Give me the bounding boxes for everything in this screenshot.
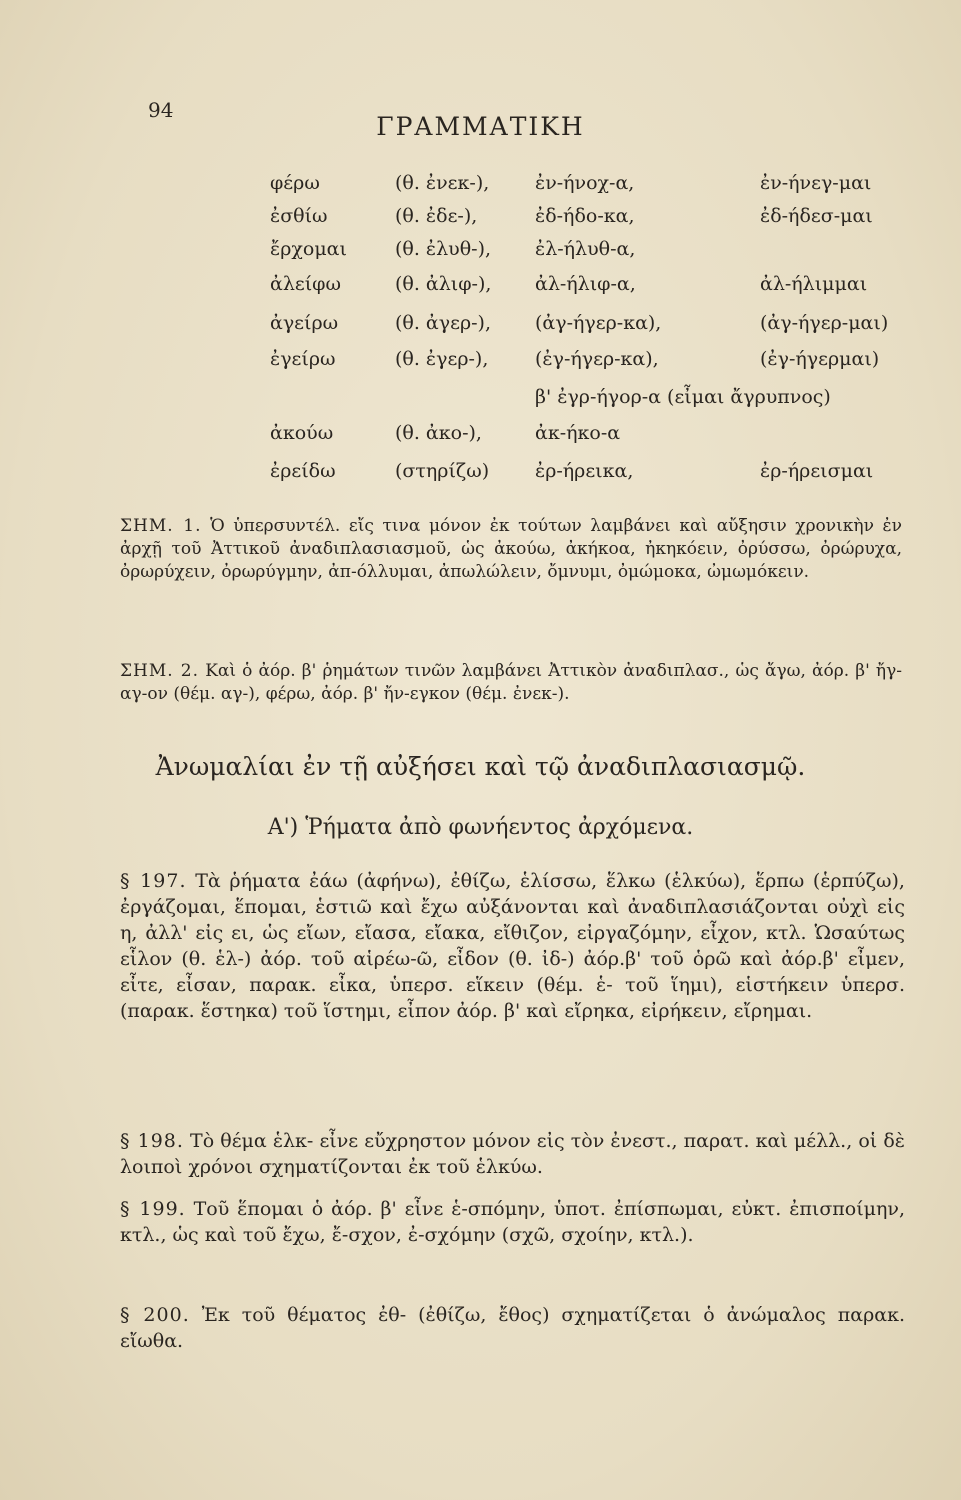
note-text: Καὶ ὁ ἀόρ. β' ῥημάτων τινῶν λαμβάνει Ἀττικὸν ἀναδιπλασ., ὡς ἄγω, ἀόρ. β' ἤγ-αγ-ον (θέμ. αγ-), φέρω, ἀόρ. β' ἤν-εγκον (θέμ. ἐνεκ-). — [120, 661, 903, 704]
perfect-active-cell: (ἐγ-ήγερ-κα), — [535, 348, 659, 370]
verb-table-row — [150, 460, 920, 490]
section-title: Ἀνωμαλίαι ἐν τῇ αὐξήσει καὶ τῷ ἀναδιπλασιασμῷ. — [155, 752, 806, 781]
perfect-active-cell: ἐν-ήνοχ-α, — [535, 172, 635, 194]
paragraph-197 — [120, 868, 905, 1024]
perfect-passive-cell: (ἀγ-ήγερ-μαι) — [760, 312, 889, 334]
paragraph-number: § 197. — [120, 870, 187, 892]
verb-cell: φέρω — [270, 172, 320, 194]
paragraph-199 — [120, 1196, 905, 1248]
perfect-active-cell: ἀκ-ήκο-α — [535, 422, 621, 444]
stem-cell: (θ. ἐδε-), — [395, 205, 478, 227]
verb-cell: ἀγείρω — [270, 312, 339, 334]
perfect-active-cell: ἐλ-ήλυθ-α, — [535, 238, 636, 260]
subsection-title: Α') Ῥήματα ἀπὸ φωνήεντος ἀρχόμενα. — [267, 815, 694, 840]
page-number: 94 — [148, 98, 174, 122]
verb-table-row — [150, 312, 920, 342]
verb-cell: ἐρείδω — [270, 460, 336, 482]
note-label: ΣΗΜ. 1. — [120, 516, 202, 536]
verb-table-row — [150, 422, 920, 452]
verb-table-row — [150, 386, 920, 416]
paragraph-number: § 198. — [120, 1130, 184, 1152]
verb-table-row — [150, 348, 920, 378]
note-label: ΣΗΜ. 2. — [120, 661, 200, 681]
perfect-passive-cell: ἐδ-ήδεσ-μαι — [760, 205, 873, 227]
perfect-active-cell: ἐρ-ήρεικα, — [535, 460, 634, 482]
perfect-passive-cell: ἀλ-ήλιμμαι — [760, 273, 868, 295]
paragraph-198 — [120, 1128, 905, 1180]
stem-cell: (θ. ἀλιφ-), — [395, 273, 492, 295]
paragraph-text: Τοῦ ἕπομαι ὁ ἀόρ. β' εἶνε ἑ-σπόμην, ὑποτ. ἐπίσπωμαι, εὐκτ. ἐπισποίμην, κτλ., ὡς καὶ τοῦ ἔχω, ἔ-σχον, ἐ-σχόμην (σχῶ, σχοίην, κτλ.). — [120, 1198, 905, 1246]
paragraph-text: Ἐκ τοῦ θέματος ἐθ- (ἐθίζω, ἔθος) σχηματίζεται ὁ ἀνώμαλος παρακ. εἴωθα. — [120, 1304, 905, 1352]
paragraph-text: Τὸ θέμα ἑλκ- εἶνε εὔχρηστον μόνον εἰς τὸν ἐνεστ., παρατ. καὶ μέλλ., οἱ δὲ λοιποὶ χρόνοι σχηματίζονται ἐκ τοῦ ἑλκύω. — [120, 1130, 905, 1178]
verb-table-row — [150, 273, 920, 303]
perfect-passive-cell: (ἐγ-ήγερμαι) — [760, 348, 880, 370]
note-text: Ὁ ὑπερσυντέλ. εἴς τινα μόνον ἐκ τούτων λαμβάνει καὶ αὔξησιν χρονικὴν ἐν ἀρχῇ τοῦ Ἀττικοῦ ἀναδιπλασιασμοῦ, ὡς ἀκούω, ἀκήκοα, ἠκηκόειν, ὀρύσσω, ὀρώρυχα, ὀρωρύχειν, ὀρωρύγμην, ἀπ-όλλυμαι, ἀπωλώλειν, ὄμνυμι, ὀμώμοκα, ὠμωμόκειν. — [120, 516, 903, 582]
verb-table-row — [150, 205, 920, 235]
stem-cell: (θ. ἐλυθ-), — [395, 238, 492, 260]
paragraph-number: § 199. — [120, 1198, 186, 1220]
perfect-active-cell: ἀλ-ήλιφ-α, — [535, 273, 636, 295]
perfect-passive-cell: ἐρ-ήρεισμαι — [760, 460, 874, 482]
verb-cell: ἀλείφω — [270, 273, 341, 295]
paragraph-number: § 200. — [120, 1304, 190, 1326]
verb-cell: ἀκούω — [270, 422, 334, 444]
verb-table-row — [150, 238, 920, 268]
verb-table-row — [150, 172, 920, 202]
verb-cell: ἔρχομαι — [270, 238, 347, 260]
running-head: ΓΡΑΜΜΑΤΙΚΗ — [376, 112, 585, 141]
note-2 — [120, 660, 902, 706]
perfect-active-cell: β' ἐγρ-ήγορ-α (εἶμαι ἄγρυπνος) — [535, 386, 831, 408]
stem-cell: (στηρίζω) — [395, 460, 490, 482]
note-1 — [120, 515, 902, 584]
paragraph-text: Τὰ ῥήματα ἐάω (ἀφήνω), ἐθίζω, ἑλίσσω, ἕλκω (ἑλκύω), ἕρπω (ἑρπύζω), ἐργάζομαι, ἕπομαι, ἑστιῶ καὶ ἔχω αὐξάνονται καὶ ἀναδιπλασιάζονται οὐχὶ εἰς η, ἀλλ' εἰς ει, ὡς εἴων, εἴασα, εἴακα, εἴθιζον, εἰργαζόμην, εἶχον, κτλ. Ὡσαύτως εἷλον (θ. ἑλ-) ἀόρ. τοῦ αἱρέω-ῶ, εἶδον (θ. ἰδ-) ἀόρ.β' τοῦ ὁρῶ καὶ ἀόρ.β' εἶμεν, εἶτε, εἶσαν, παρακ. εἶκα, ὑπερσ. εἵκειν (θέμ. ἑ- τοῦ ἵημι), εἱστήκειν ὑπερσ. (παρακ. ἕστηκα) τοῦ ἵστημι, εἶπον ἀόρ. β' καὶ εἴρηκα, εἰρήκειν, εἴρημαι. — [120, 870, 905, 1022]
paragraph-200 — [120, 1302, 905, 1354]
stem-cell: (θ. ἀγερ-), — [395, 312, 492, 334]
stem-cell: (θ. ἐνεκ-), — [395, 172, 490, 194]
perfect-passive-cell: ἐν-ήνεγ-μαι — [760, 172, 872, 194]
stem-cell: (θ. ἐγερ-), — [395, 348, 489, 370]
stem-cell: (θ. ἀκο-), — [395, 422, 482, 444]
verb-cell: ἐγείρω — [270, 348, 336, 370]
perfect-active-cell: (ἀγ-ήγερ-κα), — [535, 312, 662, 334]
verb-cell: ἐσθίω — [270, 205, 328, 227]
perfect-active-cell: ἐδ-ήδο-κα, — [535, 205, 635, 227]
